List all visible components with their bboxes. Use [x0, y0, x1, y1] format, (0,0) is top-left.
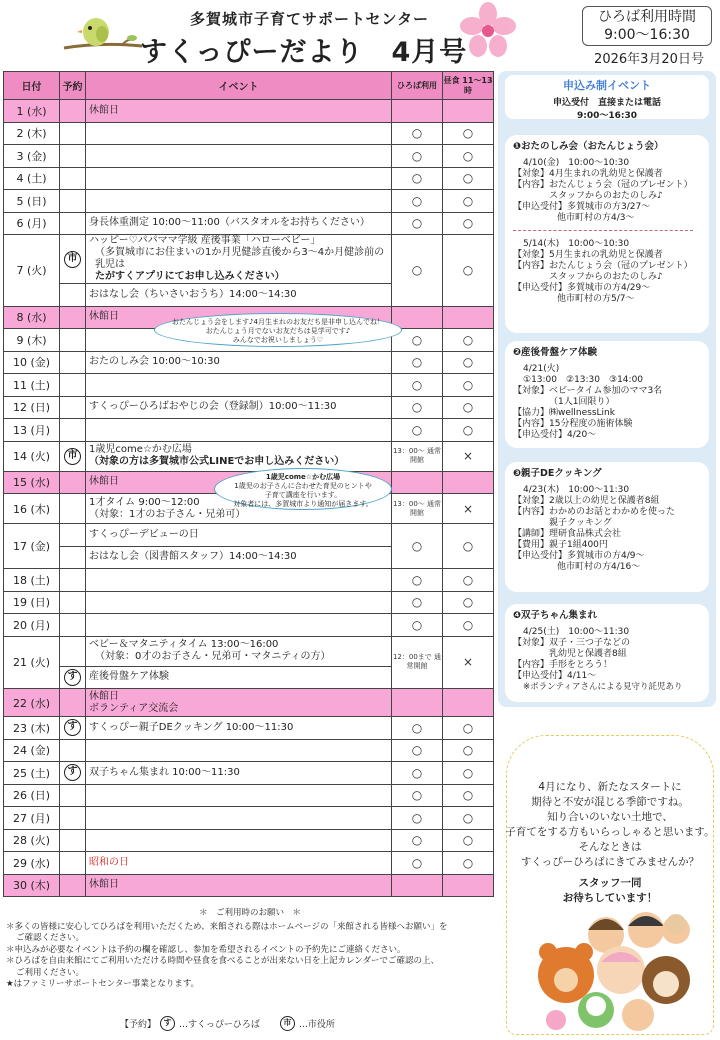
staff-characters-illustration — [526, 890, 706, 1035]
reservation-legend: 【予約】 す …すくっぴーひろば 市 …市役所 — [120, 1018, 335, 1030]
row-date: 9 (木) — [4, 329, 60, 352]
table-row — [4, 807, 494, 830]
row-date: 1 (水) — [4, 100, 60, 123]
row-date: 13 (月) — [4, 419, 60, 442]
table-row — [4, 374, 494, 397]
table-row — [4, 874, 494, 897]
row-event-holiday: 昭和の日 — [86, 852, 392, 875]
organization-name: 多賀城市子育てサポートセンター — [190, 10, 429, 28]
row-lunch: ○ — [443, 145, 494, 168]
staff-message: 4月になり、新たなスタートに 期待と不安が混じる季節ですね。 知り合いのいない土地で、 子育てをする方もいらっしゃると思います。 そんなときは すくっぴーひろばにきてみませんか？ スタッフ一同 お待ちしています！ — [505, 781, 715, 904]
table-row — [4, 689, 494, 717]
event-card-birthday: ❶おたのしみ会（おたんじょう会） 4/10(金) 10:00〜10:30 【対象】4月生まれの乳幼児と保護者 【内容】おたんじょう会（冠のプレゼント） スタッフからのおたのしみ♪ 【申込受付】多賀城市の方3/27〜 他市町村の方4/3〜 5/14(木) 10:00〜10:30 【対象】5月生まれの乳幼児と保護者 【内容】おたんじょう会（冠のプレゼント） スタッフからのおたのしみ♪ 【申込受付】多賀城市の方4/29〜 他市町村の方5/7〜 — [505, 135, 709, 333]
table-row — [4, 212, 494, 235]
row-date: 4 (土) — [4, 167, 60, 190]
table-header-row — [4, 72, 494, 100]
event-note: ボランティア交流会 — [89, 702, 179, 714]
row-date: 19 (日) — [4, 591, 60, 614]
row-lunch: × — [443, 494, 494, 524]
row-hiroba: ○ — [392, 614, 443, 637]
row-lunch: ○ — [443, 524, 494, 569]
table-row — [4, 419, 494, 442]
event-note: （対象の方は多賀城市公式LINEでお申し込みください） — [89, 456, 345, 467]
event-card-twins: ❹双子ちゃん集まれ 4/25(土) 10:00〜11:30 【対象】双子・三つ子などの 乳幼児と保護者8組 【内容】手形をとろう！ 【申込受付】4/11〜 ※ボランティアさんによる見守り託児あり — [505, 604, 709, 702]
row-event: 休館日 — [86, 471, 392, 494]
row-lunch: ○ — [443, 762, 494, 785]
event-title: ハッピー♡パパママ学級 産後事業「ハローベビー」 — [89, 235, 321, 246]
row-event: すくっぴー親子DEクッキング 10:00〜11:30 — [86, 717, 392, 740]
table-row — [4, 524, 494, 547]
table-row — [4, 762, 494, 785]
row-event: 双子ちゃん集まれ 10:00〜11:30 — [86, 762, 392, 785]
table-row — [4, 829, 494, 852]
event-note: たがすくアプリにてお申し込みください） — [95, 271, 285, 282]
row-lunch: ○ — [443, 739, 494, 762]
row-event: 休館日 — [86, 306, 392, 329]
staff-signature: スタッフ一同 — [578, 877, 642, 889]
table-row — [4, 145, 494, 168]
row-lunch: ○ — [443, 396, 494, 419]
table-row — [4, 636, 494, 666]
event-card-cooking: ❸親子DEクッキング 4/23(木) 10:00〜11:30 【対象】2歳以上の幼児と保護者8組 【内容】わかめのお話とわかめを使った 親子クッキング 【講師】理研食品株式会社 【費用】親子1組400円 【申込受付】多賀城市の方4/9〜 他市町村の方4/16〜 — [505, 462, 709, 592]
row-lunch: ○ — [443, 374, 494, 397]
table-row — [4, 190, 494, 213]
row-date: 5 (日) — [4, 190, 60, 213]
row-date: 18 (土) — [4, 569, 60, 592]
event-title: 休館日 — [89, 690, 119, 702]
header-lunch: 昼食 11〜13時 — [443, 72, 494, 100]
header-event: イベント — [86, 72, 392, 100]
row-date: 10 (金) — [4, 351, 60, 374]
divider — [513, 230, 693, 231]
row-hiroba: ○ — [392, 374, 443, 397]
cherry-blossom-icon — [458, 2, 518, 58]
row-date: 16 (木) — [4, 494, 60, 524]
event-title: 1歳児come☆かむ広場 — [89, 444, 192, 455]
row-hiroba: ○ — [392, 807, 443, 830]
table-row — [4, 441, 494, 471]
row-date: 21 (火) — [4, 636, 60, 689]
row-hiroba: ○ — [392, 167, 443, 190]
table-row — [4, 235, 494, 284]
newsletter-title: すくっぴーだより 4月号 — [140, 37, 468, 68]
table-row — [4, 569, 494, 592]
row-lunch: ○ — [443, 852, 494, 875]
row-lunch: ○ — [443, 717, 494, 740]
row-hiroba: ○ — [392, 784, 443, 807]
row-lunch: ○ — [443, 190, 494, 213]
row-lunch: × — [443, 441, 494, 471]
reservation-method: 申込受付 直接または電話 — [552, 98, 661, 108]
reserve-city-badge: 市 — [64, 448, 81, 465]
row-date: 3 (金) — [4, 145, 60, 168]
header-hiroba: ひろば利用 — [392, 72, 443, 100]
row-lunch: ○ — [443, 591, 494, 614]
row-date: 25 (土) — [4, 762, 60, 785]
row-event — [86, 441, 392, 471]
notes-title: ＊ ご利用時のお願い ＊ — [198, 908, 301, 918]
row-date: 23 (木) — [4, 717, 60, 740]
legend-city-badge: 市 — [280, 1016, 295, 1031]
row-lunch: ○ — [443, 569, 494, 592]
event-title: ベビー＆マタニティタイム 13:00〜16:00 — [89, 639, 279, 650]
table-row — [4, 852, 494, 875]
table-row — [4, 167, 494, 190]
row-hiroba: ○ — [392, 351, 443, 374]
row-lunch: ○ — [443, 122, 494, 145]
issue-date: 2026年3月20日号 — [594, 52, 704, 67]
hours-value: 9:00〜16:30 — [604, 27, 690, 43]
row-hiroba: ○ — [392, 717, 443, 740]
row-hiroba: ○ — [392, 739, 443, 762]
row-hiroba: 13：00〜 通常開館 — [392, 494, 443, 524]
row-hiroba: ○ — [392, 829, 443, 852]
one-year-plaza-bubble: 1歳児come☆かむ広場 1歳児のお子さんに合わせた育児のヒントや 子育て講座を行います。 対象者には、多賀城市より通知が届きます。 — [214, 468, 392, 510]
row-event: すくっぴーデビューの日 — [86, 524, 392, 547]
table-row — [4, 396, 494, 419]
table-row — [4, 122, 494, 145]
row-event: すくっぴーひろばおやじの会（登録制）10:00〜11:30 — [86, 396, 392, 419]
row-lunch: ○ — [443, 351, 494, 374]
row-lunch: ○ — [443, 235, 494, 307]
row-hiroba: ○ — [392, 419, 443, 442]
event-note: （対象：0才のお子さん・兄弟可・マタニティの方） — [95, 651, 331, 662]
row-hiroba: ○ — [392, 145, 443, 168]
row-date: 2 (木) — [4, 122, 60, 145]
event-card-pelvic-care: ❷産後骨盤ケア体験 4/21(火) ①13:00 ②13:30 ③14:00 【対象】ベビータイム参加のママ3名 （1人1回限り） 【協力】㈱wellnessLink 【内容】15分程度の施術体験 【申込受付】4/20〜 — [505, 341, 709, 448]
row-date: 6 (月) — [4, 212, 60, 235]
row-hiroba: ○ — [392, 524, 443, 569]
row-event: おはなし会（ちいさいおうち）14:00〜14:30 — [86, 284, 392, 307]
row-hiroba: ○ — [392, 591, 443, 614]
bird-on-branch-icon — [62, 8, 144, 54]
reserve-sukuppy-badge: す — [64, 669, 81, 686]
header-reserve: 予約 — [60, 72, 86, 100]
row-event: 産後骨盤ケア体験 — [86, 666, 392, 689]
event-note: （対象：1才のお子さん・兄弟可） — [89, 508, 246, 520]
row-hiroba: ○ — [392, 762, 443, 785]
row-date: 20 (月) — [4, 614, 60, 637]
row-lunch: ○ — [443, 807, 494, 830]
row-date: 14 (火) — [4, 441, 60, 471]
row-date: 15 (水) — [4, 471, 60, 494]
row-hiroba: ○ — [392, 212, 443, 235]
row-lunch: × — [443, 636, 494, 689]
row-hiroba: ○ — [392, 329, 443, 352]
event-title: 1才タイム 9:00〜12:00 — [89, 496, 200, 508]
newsletter-header — [0, 0, 720, 68]
row-event: 休館日 — [86, 100, 392, 123]
row-hiroba: 13：00〜 通常開館 — [392, 441, 443, 471]
row-event — [86, 689, 392, 717]
row-date: 8 (水) — [4, 306, 60, 329]
row-event: おはなし会（図書館スタッフ）14:00〜14:30 — [86, 546, 392, 569]
row-event: おたのしみ会 10:00〜10:30 — [86, 351, 392, 374]
table-row — [4, 614, 494, 637]
table-row — [4, 100, 494, 123]
reserve-sukuppy-badge: す — [64, 719, 81, 736]
row-hiroba: ○ — [392, 396, 443, 419]
reservation-events-title: 申込み制イベント — [563, 79, 651, 92]
row-lunch: ○ — [443, 167, 494, 190]
row-lunch: ○ — [443, 784, 494, 807]
reservation-events-header — [505, 75, 709, 119]
row-hiroba: ○ — [392, 190, 443, 213]
hiroba-hours-box — [582, 6, 712, 46]
row-date: 26 (日) — [4, 784, 60, 807]
row-date: 7 (火) — [4, 235, 60, 307]
row-date: 27 (月) — [4, 807, 60, 830]
row-date: 30 (木) — [4, 874, 60, 897]
row-hiroba: ○ — [392, 569, 443, 592]
row-hiroba: ○ — [392, 122, 443, 145]
birthday-party-bubble: おたんじょう会をします♪4月生まれのお友だち是非申し込んでね！ おたんじょう月でないお友だちは見学可です♪ みんなでお祝いしましょう♡ — [154, 313, 402, 347]
row-date: 28 (火) — [4, 829, 60, 852]
hours-label: ひろば利用時間 — [598, 9, 696, 25]
legend-sukuppy-badge: す — [160, 1016, 175, 1031]
row-date: 12 (日) — [4, 396, 60, 419]
table-row — [4, 351, 494, 374]
row-lunch: ○ — [443, 829, 494, 852]
reservation-hours: 9:00〜16:30 — [576, 111, 638, 121]
table-row — [4, 717, 494, 740]
row-lunch: ○ — [443, 212, 494, 235]
table-row — [4, 784, 494, 807]
row-event: 身長体重測定 10:00〜11:00（バスタオルをお持ちください） — [86, 212, 392, 235]
row-date: 11 (土) — [4, 374, 60, 397]
row-date: 17 (金) — [4, 524, 60, 569]
table-row — [4, 591, 494, 614]
usage-notes: ＊ ご利用時のお願い ＊ ＊多くの皆様に安心してひろばを利用いただくため、来館される際はホームページの「来館される皆様へお願い」を ご確認ください。 ＊申込みが必要なイベントは予約の欄を確認し、参加を希望されるイベントの予約先にご連絡ください。 ＊ひろばを自由来館にてご利用いただける時間や昼食を食べることが出来ない日を上記カレンダーでご確認の上、 ご利用ください。 ★はファミリーサポートセンター事業となります。 — [6, 908, 494, 991]
row-hiroba: 12：00まで 通常開館 — [392, 636, 443, 689]
table-row — [4, 739, 494, 762]
row-date: 29 (水) — [4, 852, 60, 875]
row-date: 22 (水) — [4, 689, 60, 717]
row-event: 休館日 — [86, 874, 392, 897]
row-lunch: ○ — [443, 419, 494, 442]
reserve-city-badge: 市 — [64, 251, 81, 268]
row-event — [86, 235, 392, 284]
reserve-sukuppy-badge: す — [64, 764, 81, 781]
row-event — [86, 636, 392, 666]
row-lunch: ○ — [443, 614, 494, 637]
event-note: （多賀城市にお住まいの1か月児健診直後から3〜4か月健診前の乳児は — [95, 247, 385, 270]
row-date: 24 (金) — [4, 739, 60, 762]
row-hiroba: ○ — [392, 852, 443, 875]
row-hiroba: ○ — [392, 235, 443, 307]
header-date: 日付 — [4, 72, 60, 100]
row-lunch: ○ — [443, 329, 494, 352]
staff-signature: お待ちしています！ — [562, 892, 658, 904]
